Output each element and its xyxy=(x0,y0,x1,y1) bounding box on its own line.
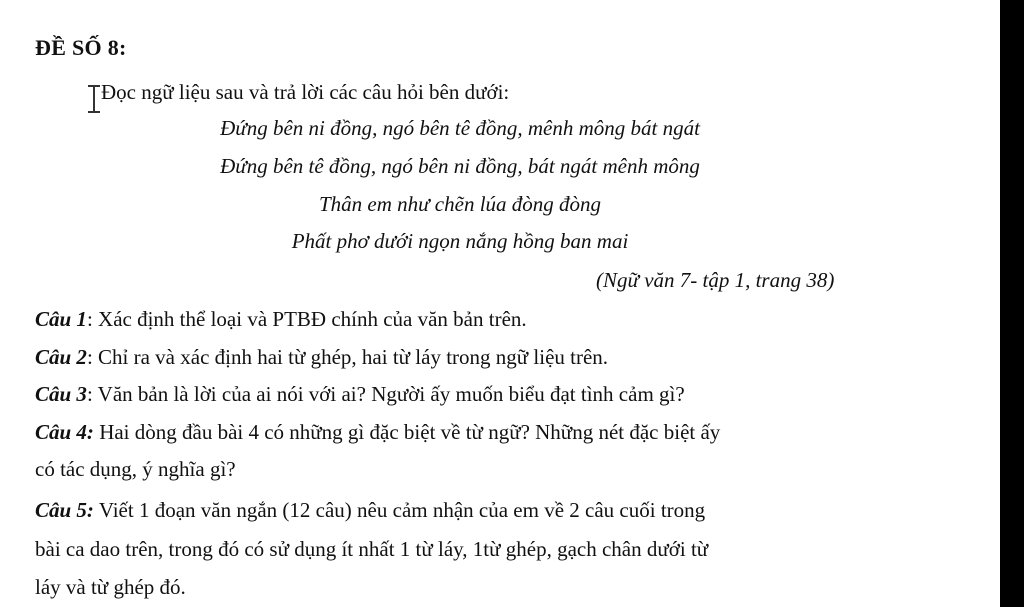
question-5-continued: bài ca dao trên, trong đó có sử dụng ít nhất 1 từ láy, 1từ ghép, gạch chân dưới từ xyxy=(35,537,709,561)
poem-line-4: Phất phơ dưới ngọn nắng hồng ban mai xyxy=(291,229,629,253)
question-5 xyxy=(35,498,915,523)
poem-line-3: Thân em như chẽn lúa đòng đòng xyxy=(318,192,602,216)
text-cursor-icon xyxy=(88,85,100,113)
question-label: Câu 4: xyxy=(35,420,94,444)
exam-heading: ĐỀ SỐ 8: xyxy=(35,35,127,60)
poem-line-1: Đứng bên ni đồng, ngó bên tê đồng, mênh mông bát ngát xyxy=(220,116,700,140)
question-text: Hai dòng đầu bài 4 có những gì đặc biệt về từ ngữ? Những nét đặc biệt ấy xyxy=(99,420,721,444)
question-label: Câu 5: xyxy=(35,498,94,522)
screen-border xyxy=(1000,0,1024,607)
question-5-continued-2: láy và từ ghép đó. xyxy=(35,575,186,599)
question-4 xyxy=(35,420,915,445)
question-label: Câu 3 xyxy=(35,382,87,406)
question-text: Chỉ ra và xác định hai từ ghép, hai từ láy trong ngữ liệu trên. xyxy=(98,345,609,369)
question-text: Viết 1 đoạn văn ngắn (12 câu) nêu cảm nhận của em về 2 câu cuối trong xyxy=(98,498,706,522)
instruction-text: Đọc ngữ liệu sau và trả lời các câu hỏi bên dưới: xyxy=(101,80,510,104)
source-citation: (Ngữ văn 7- tập 1, trang 38) xyxy=(596,268,835,292)
question-1: Câu 1: Xác định thể loại và PTBĐ chính của văn bản trên. xyxy=(35,307,527,331)
question-3: Câu 3: Văn bản là lời của ai nói với ai? Người ấy muốn biểu đạt tình cảm gì? xyxy=(35,382,685,406)
question-label: Câu 1 xyxy=(35,307,87,331)
poem-line-2: Đứng bên tê đồng, ngó bên ni đồng, bát ngát mênh mông xyxy=(220,154,700,178)
question-4-continued: có tác dụng, ý nghĩa gì? xyxy=(35,457,236,481)
question-text: Văn bản là lời của ai nói với ai? Người ấy muốn biểu đạt tình cảm gì? xyxy=(97,382,685,406)
question-label: Câu 2 xyxy=(35,345,87,369)
question-2: Câu 2: Chỉ ra và xác định hai từ ghép, hai từ láy trong ngữ liệu trên. xyxy=(35,345,609,369)
question-text: Xác định thể loại và PTBĐ chính của văn bản trên. xyxy=(98,307,527,331)
